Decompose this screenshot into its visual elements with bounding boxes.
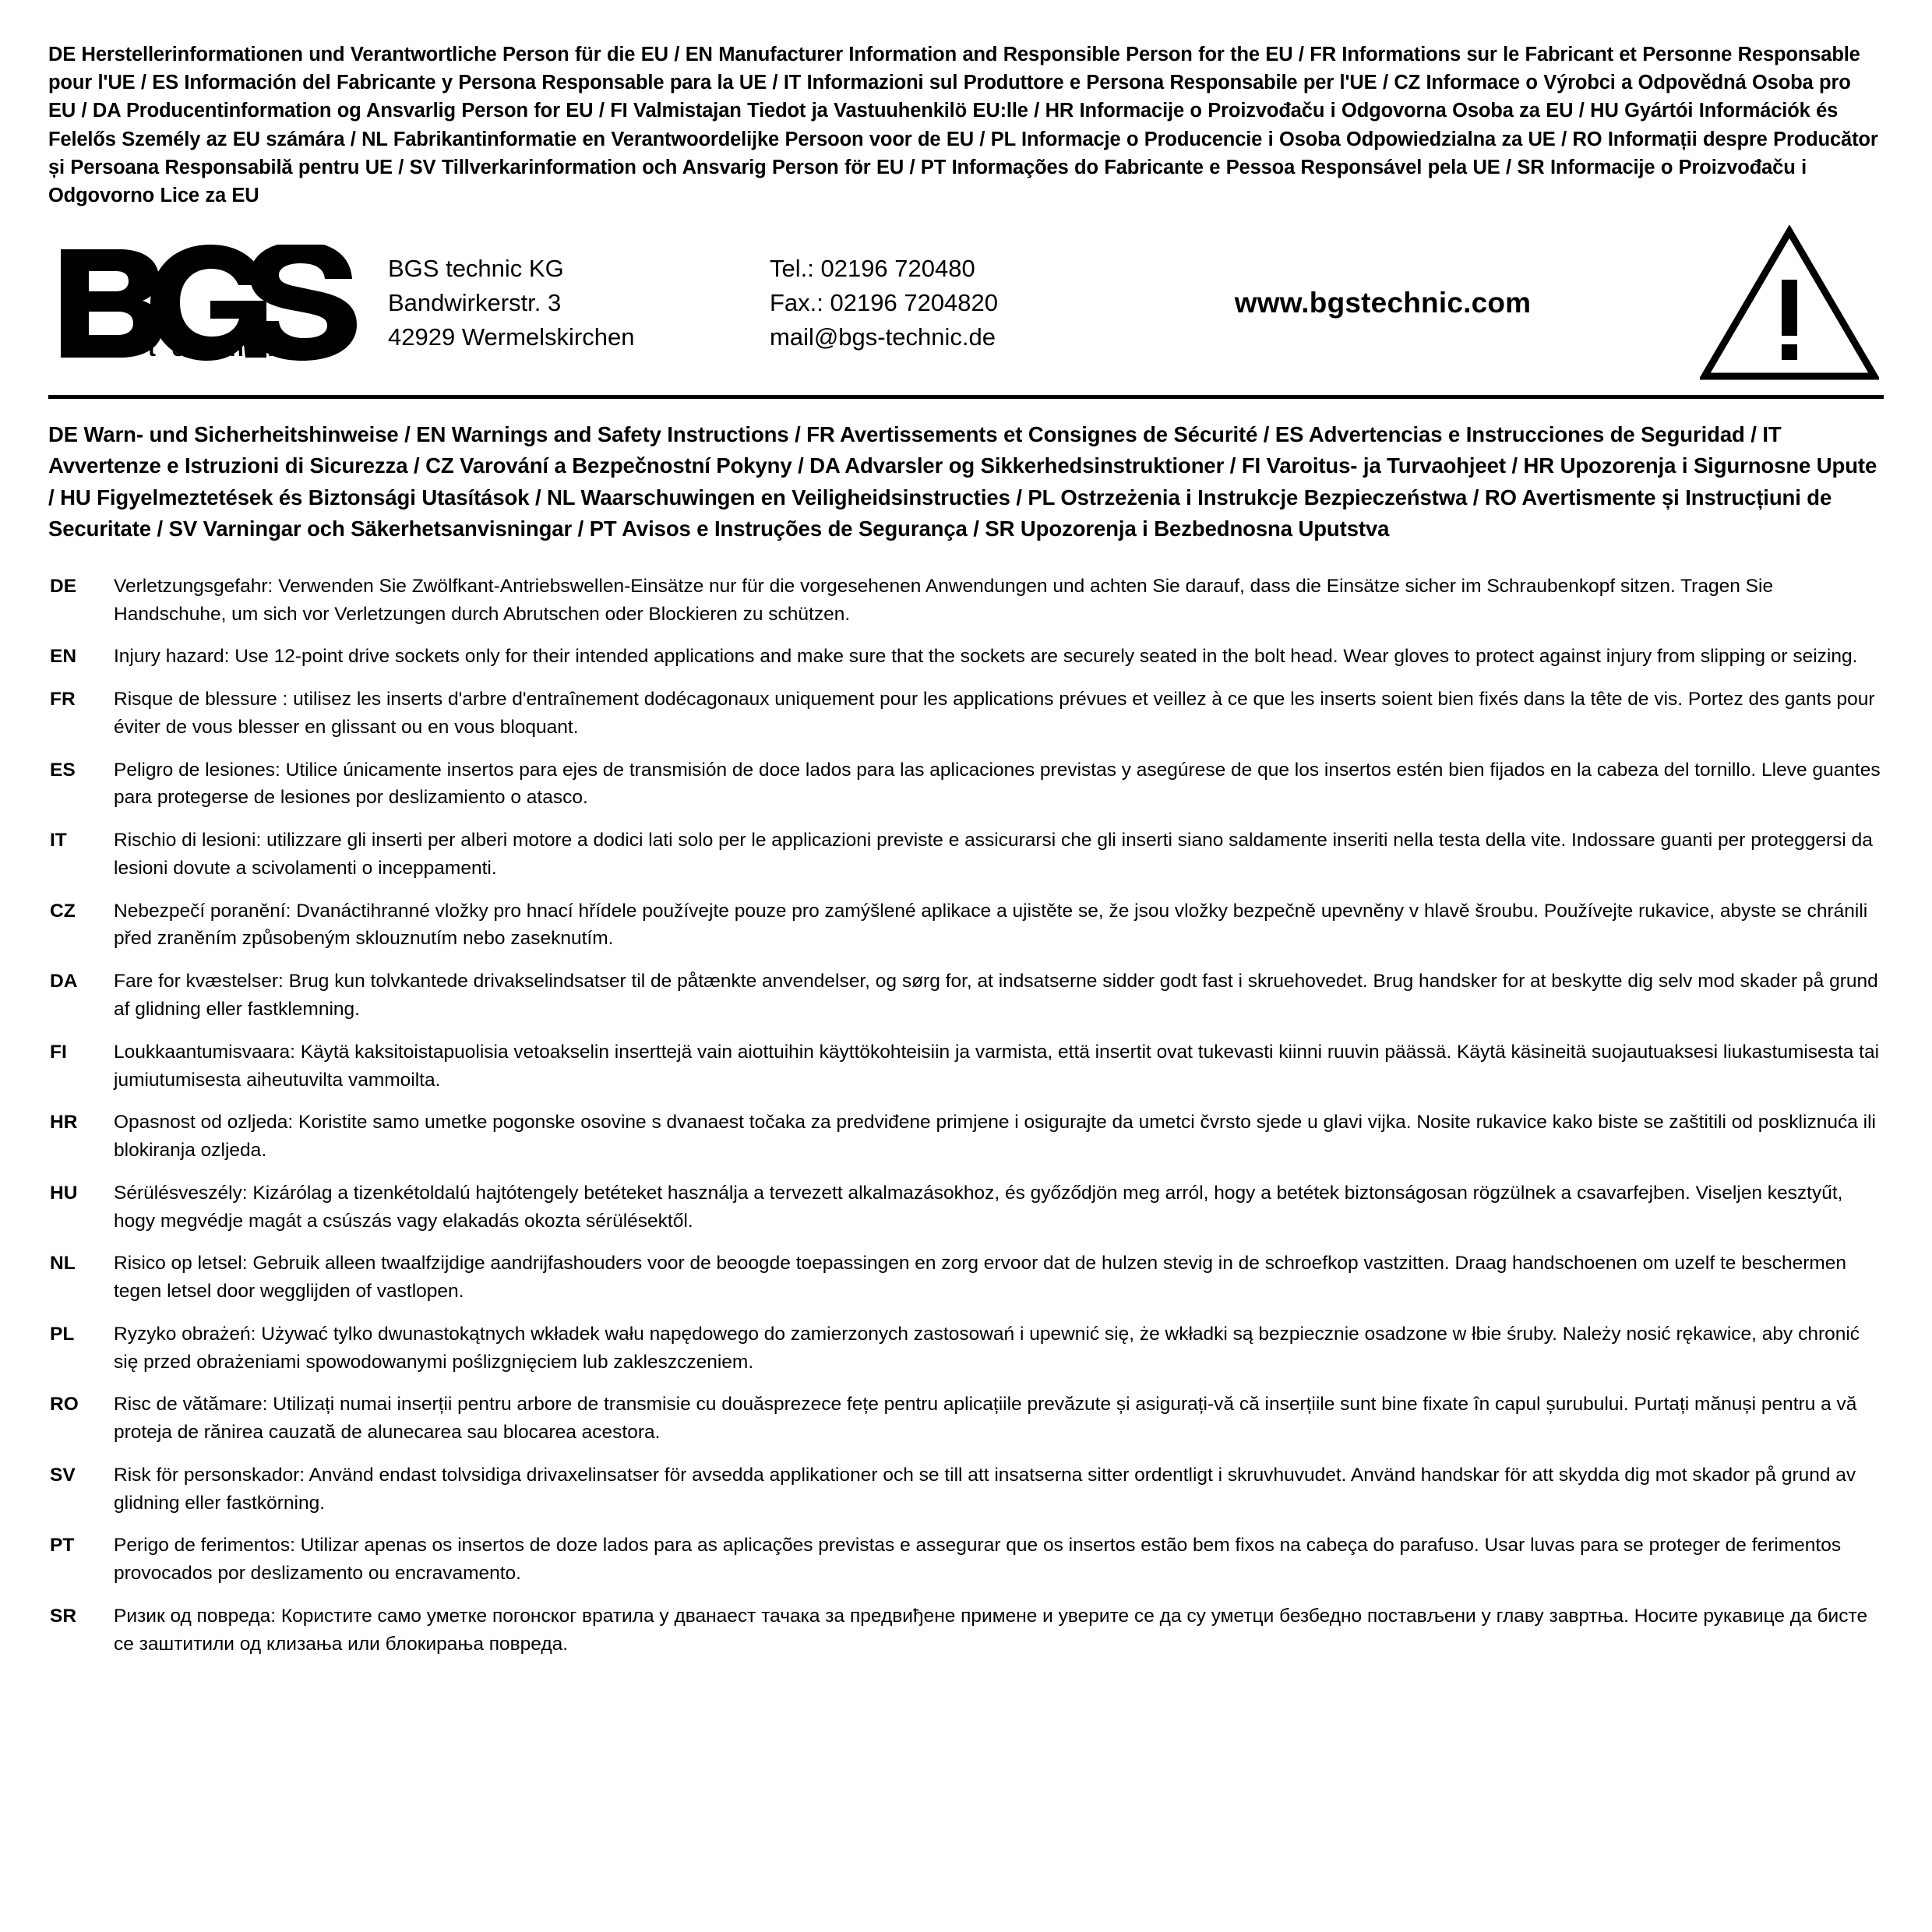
list-item	[48, 897, 1884, 954]
instruction-text: Peligro de lesiones: Utilice únicamente insertos para ejes de transmisión de doce lados para las aplicaciones previstas y asegúrese de que los insertos estén bien fijados en la cabeza del tornillo. Lleve guantes para protegerse de lesiones por deslizamiento o atasco.	[114, 759, 1881, 809]
list-item	[48, 1532, 1884, 1588]
instruction-text: Risque de blessure : utilisez les inserts d'arbre d'entraînement dodécagonaux uniquement pour les applications prévues et veillez à ce que les inserts soient bien fixés dans la tête de vis. Portez des gants pour éviter de vous blesser en glissant ou en vous bloquant.	[114, 689, 1875, 738]
bgs-logo-subtext: t e c h n i c	[148, 336, 330, 362]
instruction-text: Risk för personskador: Använd endast tolvsidiga drivaxelinsatser för avsedda applikationer och se till att insatserna sitter ordentligt i skruvhuvudet. Använd handskar för att skydda dig mot skador på grund av glidning eller fastkörning.	[114, 1464, 1856, 1514]
instruction-text: Risc de vătămare: Utilizați numai inserții pentru arbore de transmisie cu douăsprezece fețe pentru aplicațiile prevăzute și asigurați-vă că inserțiile sunt bine fixate în capul șurubului. Purtați mănuși pentru a vă proteja de rănirea cauzată de alunecarea sau blocarea acestora.	[114, 1394, 1857, 1444]
language-code: FR	[50, 689, 76, 710]
instruction-text: Nebezpečí poranění: Dvanáctihranné vložky pro hnací hřídele používejte pouze pro zamýšlené aplikace a ujistěte se, že jsou vložky bezpečně upevněny v hlavě šroubu. Používejte rukavice, abyste se chránili před zraněním způsobeným sklouznutím nebo zaseknutím.	[114, 900, 1868, 950]
language-code: SR	[50, 1605, 77, 1627]
company-name: BGS technic KG	[388, 255, 564, 283]
list-item	[48, 1320, 1884, 1377]
company-tel: Tel.: 02196 720480	[770, 255, 975, 283]
list-item	[48, 573, 1884, 629]
language-code: ES	[50, 759, 76, 781]
language-code: DA	[50, 971, 78, 992]
language-code: HU	[50, 1182, 78, 1204]
instruction-text: Ризик од повреда: Користите само уметке погонског вратила у дванаест тачака за предвиђене примене и уверите се да су уметци безбедно постављени у главу завртња. Носите рукавице да бисте се заштитили од клизања или блокирања повреда.	[114, 1605, 1868, 1655]
language-code: DE	[50, 575, 77, 597]
manufacturer-info-heading: DE Herstellerinformationen und Verantwortliche Person für die EU / EN Manufacturer Information and Responsible Person for the EU / FR Informations sur le Fabricant et Personne Responsable pour l'UE / ES Información del Fabricante y Persona Responsable para la UE / IT Informazioni sul Produttore e Persona Responsabile per l'UE / CZ Informace o Výrobci a Odpovědná Osoba pro EU / DA Producentinformation og Ansvarlig Person for EU / FI Valmistajan Tiedot ja Vastuuhenkilö EU:lle / HR Informacije o Proizvođaču i Odgovorna Osoba za EU / HU Gyártói Információk és Felelős Személy az EU számára / NL Fabrikantinformatie en Verantwoordelijke Persoon voor de EU / PL Informacje o Producencie i Osoba Odpowiedzialna za UE / RO Informații despre Producător și Persoana Responsabilă pentru UE / SV Tillverkarinformation och Ansvarig Person för EU / PT Informações do Fabricante e Pessoa Responsável pela UE / SR Informacije o Proizvođaču i Odgovorno Lice za EU	[48, 44, 1878, 207]
list-item	[48, 827, 1884, 883]
language-code: HR	[50, 1112, 78, 1133]
list-item	[48, 1461, 1884, 1518]
language-code: FI	[50, 1041, 67, 1063]
language-code: RO	[50, 1394, 79, 1416]
language-code: PT	[50, 1535, 75, 1557]
registered-trademark-symbol: ®	[329, 251, 347, 277]
company-street: Bandwirkerstr. 3	[388, 289, 562, 317]
warning-triangle-icon	[1700, 225, 1879, 381]
instruction-text: Rischio di lesioni: utilizzare gli inserti per alberi motore a dodici lati solo per le applicazioni previste e assicurarsi che gli inserti siano saldamente inseriti nella testa della vite. Indossare guanti per proteggersi da lesioni dovute a scivolamenti o inceppamenti.	[114, 830, 1873, 879]
language-code: CZ	[50, 900, 76, 922]
list-item	[48, 1109, 1884, 1165]
bgs-logo-icon	[55, 245, 358, 361]
list-item	[48, 1038, 1884, 1095]
list-item	[48, 686, 1884, 742]
instruction-text: Perigo de ferimentos: Utilizar apenas os insertos de doze lados para as aplicações previstas e assegurar que os insertos estão bem fixos na cabeça do parafuso. Usar luvas para se proteger de ferimentos provocados por deslizamento ou encravamento.	[114, 1535, 1842, 1585]
bgs-logo	[48, 245, 366, 361]
language-code: IT	[50, 830, 67, 851]
instruction-text: Opasnost od ozljeda: Koristite samo umetke pogonske osovine s dvanaest točaka za predviđene primjene i osigurajte da umetci čvrsto sjede u glavi vijka. Nosite rukavice kako biste se zaštitili od poskliznuća ili blokiranja ozljeda.	[114, 1112, 1876, 1162]
instruction-text: Risico op letsel: Gebruik alleen twaalfzijdige aandrijfashouders voor de beoogde toepassingen en zorg ervoor dat de hulzen stevig in de schroefkop vastzitten. Draag handschoenen om uzelf te beschermen tegen letsel door wegglijden of vastlopen.	[114, 1253, 1847, 1303]
list-item	[48, 756, 1884, 813]
warnings-heading: DE Warn- und Sicherheitshinweise / EN Warnings and Safety Instructions / FR Avertissements et Consignes de Sécurité / ES Advertencias e Instrucciones de Seguridad / IT Avvertenze e Istruzioni di Sicurezza / CZ Varování a Bezpečnostní Pokyny / DA Advarsler og Sikkerhedsinstruktioner / FI Varoitus- ja Turvaohjeet / HR Upozorenja i Sigurnosne Upute / HU Figyelmeztetések és Biztonsági Utasítások / NL Waarschuwingen en Veiligheidsinstructies / PL Ostrzeżenia i Instrukcje Bezpieczeństwa / RO Avertismente și Instrucțiuni de Securitate / SV Varningar och Säkerhetsanvisningar / PT Avisos e Instruções de Segurança / SR Upozorenja i Bezbednosna Uputstva	[48, 422, 1877, 541]
list-item	[48, 968, 1884, 1024]
list-item	[48, 1602, 1884, 1659]
instruction-text: Loukkaantumisvaara: Käytä kaksitoistapuolisia vetoakselin inserttejä vain aiottuihin käyttökohteisiin ja varmista, että insertit ovat tukevasti kiinni ruuvin päässä. Käytä käsineitä suojautuaksesi liukastumisesta tai jumiutumisesta aiheutuvilta vammoilta.	[114, 1041, 1880, 1091]
company-address	[366, 252, 770, 354]
instruction-text: Sérülésveszély: Kizárólag a tizenkétoldalú hajtótengely betéteket használja a tervezett alkalmazásokhoz, és győződjön meg arról, hogy a betétek biztonságosan rögzülnek a csavarfejben. Viseljen kesztyűt, hogy megvédje magát a csúszás vagy elakadás okozta sérülésektől.	[114, 1182, 1843, 1232]
language-code: SV	[50, 1464, 76, 1486]
company-city: 42929 Wermelskirchen	[388, 323, 635, 351]
instruction-text: Verletzungsgefahr: Verwenden Sie Zwölfkant-Antriebswellen-Einsätze nur für die vorgesehenen Anwendungen und achten Sie darauf, dass die Einsätze sicher im Schraubenkopf sitzen. Tragen Sie Handschuhe, um sich vor Verletzungen durch Abrutschen oder Blockieren zu schützen.	[114, 575, 1774, 625]
company-contact	[770, 252, 1112, 354]
instruction-text: Fare for kvæstelser: Brug kun tolvkantede drivakselindsatser til de påtænkte anvendelser, og sørg for, at indsatserne sidder godt fast i skruehovedet. Brug handsker for at beskytte dig selv mod skader på grund af glidning eller fastklemning.	[114, 971, 1878, 1020]
warning-triangle	[1684, 225, 1884, 381]
language-code: PL	[50, 1323, 75, 1345]
list-item	[48, 1179, 1884, 1236]
company-fax: Fax.: 02196 7204820	[770, 289, 999, 317]
company-website: www.bgstechnic.com	[1234, 287, 1532, 319]
company-info-block	[48, 225, 1884, 392]
company-email: mail@bgs-technic.de	[770, 323, 996, 351]
safety-instructions-list	[48, 573, 1884, 1659]
list-item	[48, 1250, 1884, 1306]
language-code: NL	[50, 1253, 76, 1274]
language-code: EN	[50, 646, 77, 668]
list-item	[48, 643, 1884, 671]
instruction-text: Ryzyko obrażeń: Używać tylko dwunastokątnych wkładek wału napędowego do zamierzonych zastosowań i upewnić się, że wkładki są bezpiecznie osadzone w łbie śruby. Należy nosić rękawice, aby chronić się przed obrażeniami spowodowanymi poślizgnięciem lub zakleszczeniem.	[114, 1323, 1860, 1373]
list-item	[48, 1391, 1884, 1447]
instruction-text: Injury hazard: Use 12-point drive sockets only for their intended applications and make sure that the sockets are securely seated in the bolt head. Wear gloves to protect against injury from slipping or seizing.	[114, 646, 1858, 668]
header-divider	[48, 395, 1884, 399]
